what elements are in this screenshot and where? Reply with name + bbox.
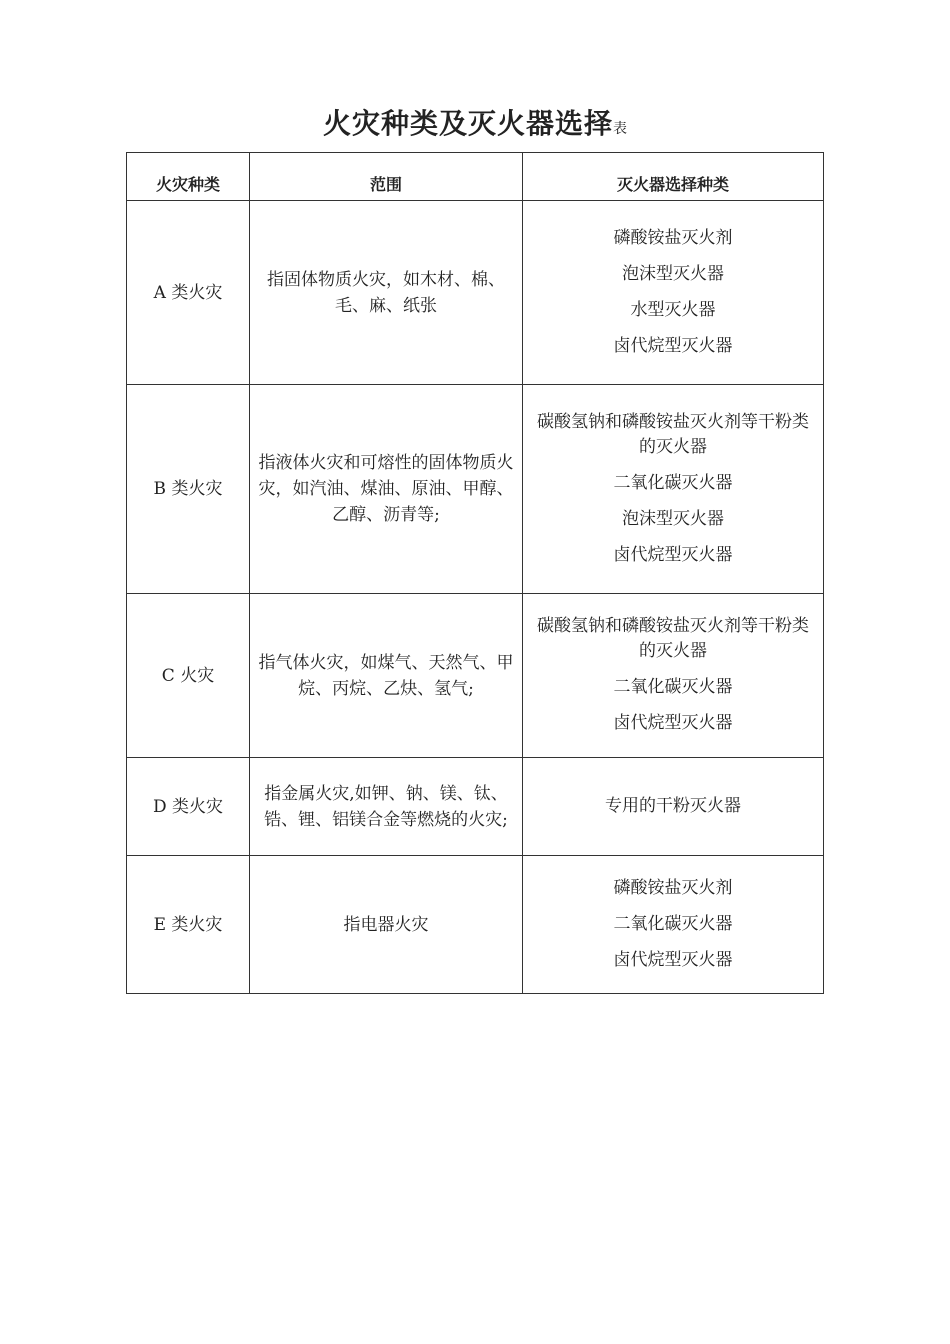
extinguisher-item: 卤代烷型灭火器 bbox=[613, 544, 733, 565]
table-row bbox=[127, 594, 824, 758]
extinguisher-item: 磷酸铵盐灭火剂 bbox=[613, 227, 733, 248]
extinguisher-item: 二氧化碳灭火器 bbox=[613, 677, 733, 697]
extinguisher-item: 泡沫型灭火器 bbox=[622, 263, 724, 284]
extinguisher-item: 卤代烷型灭火器 bbox=[613, 949, 733, 970]
extinguisher-item: 二氧化碳灭火器 bbox=[613, 472, 733, 493]
header-scope: 范围 bbox=[250, 153, 523, 201]
extinguisher-cell bbox=[523, 594, 824, 758]
extinguisher-item: 水型灭火器 bbox=[630, 299, 716, 320]
extinguisher-item: 碳酸氢钠和磷酸铵盐灭火剂等干粉类的灭火器 bbox=[537, 616, 809, 661]
fire-type-cell: D 类火灾 bbox=[127, 758, 250, 856]
scope-cell bbox=[250, 758, 523, 856]
document-title bbox=[0, 104, 950, 149]
title-suffix: 表 bbox=[613, 121, 627, 137]
table-row bbox=[127, 856, 824, 994]
table-row bbox=[127, 758, 824, 856]
extinguisher-cell bbox=[523, 758, 824, 856]
scope-text: 指气体火灾，如煤气、天然气、甲烷、丙烷、乙炔、氢气; bbox=[258, 652, 514, 699]
extinguisher-cell bbox=[523, 856, 824, 994]
scope-cell bbox=[250, 594, 523, 758]
extinguisher-cell bbox=[523, 201, 824, 385]
table-row bbox=[127, 201, 824, 385]
scope-cell bbox=[250, 201, 523, 385]
extinguisher-item: 专用的干粉灭火器 bbox=[605, 795, 741, 816]
extinguisher-item: 泡沫型灭火器 bbox=[622, 508, 724, 529]
scope-text: 指液体火灾和可熔性的固体物质火灾，如汽油、煤油、原油、甲醇、乙醇、沥青等; bbox=[258, 453, 514, 525]
scope-text: 指电器火灾 bbox=[343, 914, 429, 935]
fire-type-cell: C 火灾 bbox=[127, 594, 250, 758]
fire-extinguisher-table bbox=[126, 152, 824, 994]
header-extinguisher-type: 灭火器选择种类 bbox=[523, 153, 824, 201]
fire-type-cell: A 类火灾 bbox=[127, 201, 250, 385]
scope-cell bbox=[250, 856, 523, 994]
fire-type-cell: E 类火灾 bbox=[127, 856, 250, 994]
scope-text: 指金属火灾,如钾、钠、镁、钛、锆、锂、铝镁合金等燃烧的火灾; bbox=[264, 783, 508, 830]
extinguisher-cell bbox=[523, 385, 824, 594]
fire-type-cell: B 类火灾 bbox=[127, 385, 250, 594]
header-fire-type: 火灾种类 bbox=[127, 153, 250, 201]
table-row bbox=[127, 385, 824, 594]
scope-text: 指固体物质火灾，如木材、棉、毛、麻、纸张 bbox=[267, 269, 505, 316]
extinguisher-item: 碳酸氢钠和磷酸铵盐灭火剂等干粉类的灭火器 bbox=[537, 411, 809, 457]
title-text: 火灾种类及灭火器选择 bbox=[322, 107, 613, 140]
extinguisher-item: 卤代烷型灭火器 bbox=[613, 713, 733, 733]
extinguisher-item: 二氧化碳灭火器 bbox=[613, 913, 733, 934]
table-header-row bbox=[127, 153, 824, 201]
scope-cell bbox=[250, 385, 523, 594]
extinguisher-item: 卤代烷型灭火器 bbox=[613, 335, 733, 356]
extinguisher-item: 磷酸铵盐灭火剂 bbox=[613, 877, 733, 898]
